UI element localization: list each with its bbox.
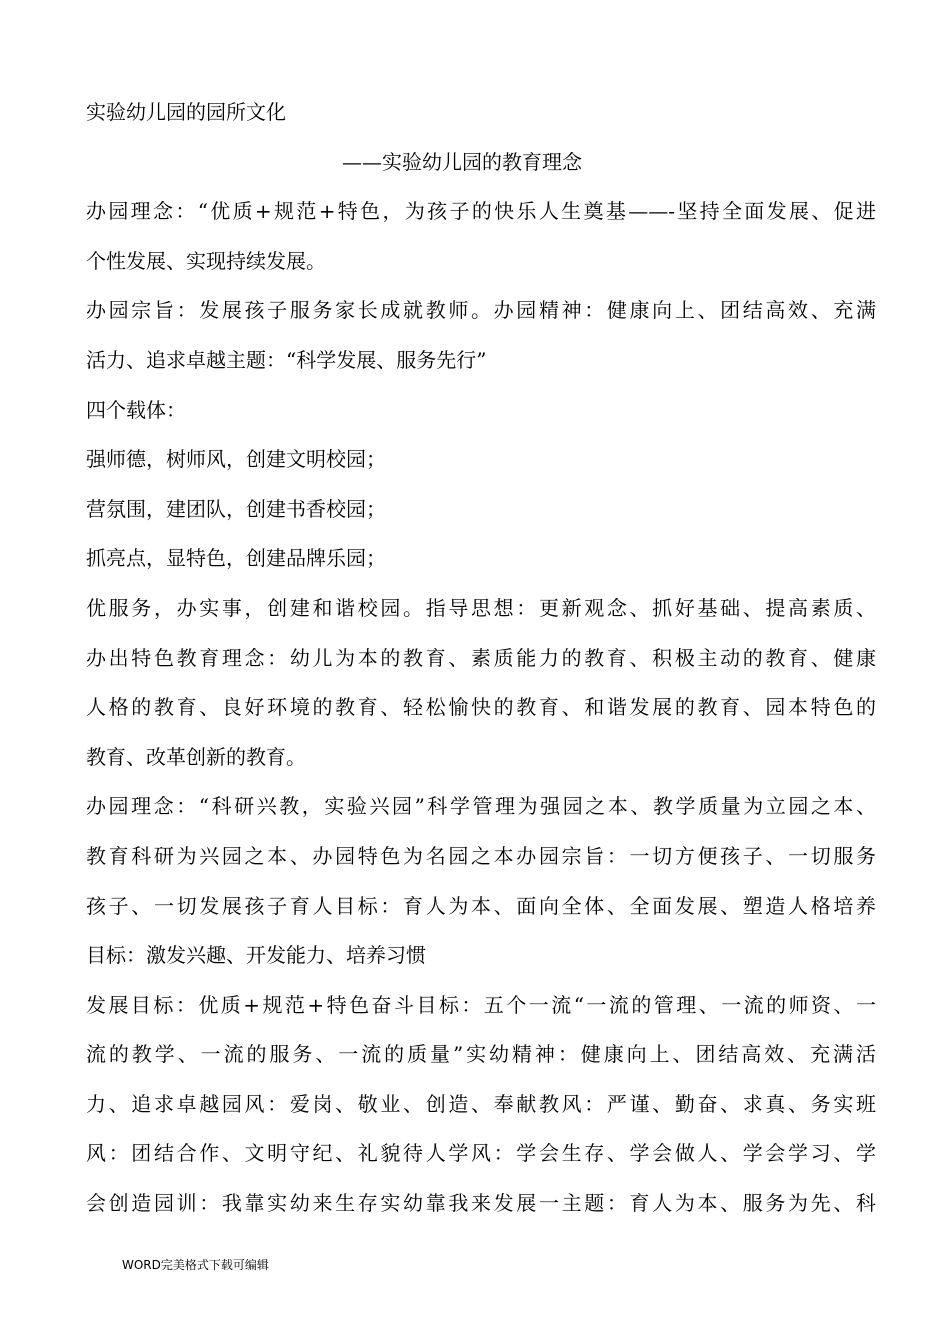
paragraph-line: 强师德，树师风，创建文明校园； (86, 447, 386, 472)
document-body (86, 88, 876, 1229)
paragraph-line: 优服务，办实事，创建和谐校园。指导思想：更新观念、抓好基础、提高素质、 (86, 595, 876, 620)
document-title: 实验幼儿园的园所文化 (86, 100, 286, 124)
paragraph-line: 力、追求卓越园风：爱岗、敬业、创造、奉献教风：严谨、勤奋、求真、务实班 (86, 1091, 876, 1116)
paragraph-line: 办园理念：“优质+规范+特色，为孩子的快乐人生奠基——-坚持全面发展、促进 (86, 199, 876, 224)
paragraph-line: 风：团结合作、文明守纪、礼貌待人学风：学会生存、学会做人、学会学习、学 (86, 1141, 876, 1166)
page-footer: WORD完美格式下载可编辑 (122, 1258, 269, 1272)
paragraph-line: 教育科研为兴园之本、办园特色为名园之本办园宗旨：一切方便孩子、一切服务 (86, 843, 876, 868)
paragraph-line: 抓亮点，显特色，创建品牌乐园； (86, 546, 386, 571)
document-subtitle: ——实验幼儿园的教育理念 (342, 149, 582, 174)
paragraph-line: 办出特色教育理念：幼儿为本的教育、素质能力的教育、积极主动的教育、健康 (86, 645, 876, 670)
paragraph-line: 办园宗旨：发展孩子服务家长成就教师。办园精神：健康向上、团结高效、充满 (86, 298, 876, 323)
paragraph-line: 四个载体： (86, 397, 186, 422)
paragraph-line: 发展目标：优质+规范+特色奋斗目标：五个一流“一流的管理、一流的师资、一 (86, 992, 876, 1017)
paragraph-line: 活力、追求卓越主题：“科学发展、服务先行” (86, 347, 487, 372)
paragraph-line: 人格的教育、良好环境的教育、轻松愉快的教育、和谐发展的教育、园本特色的 (86, 695, 876, 720)
paragraph-line: 流的教学、一流的服务、一流的质量”实幼精神：健康向上、团结高效、充满活 (86, 1042, 876, 1067)
paragraph-line: 孩子、一切发展孩子育人目标：育人为本、面向全体、全面发展、塑造人格培养 (86, 893, 876, 918)
paragraph-line: 营氛围，建团队，创建书香校园； (86, 496, 386, 521)
paragraph-line: 个性发展、实现持续发展。 (86, 248, 326, 273)
paragraph-line: 目标：激发兴趣、开发能力、培养习惯 (86, 943, 426, 968)
paragraph-line: 教育、改革创新的教育。 (86, 744, 306, 769)
paragraph-line: 办园理念：“科研兴教，实验兴园”科学管理为强园之本、教学质量为立园之本、 (86, 794, 876, 819)
paragraph-line: 会创造园训：我靠实幼来生存实幼靠我来发展一主题：育人为本、服务为先、科 (86, 1191, 876, 1216)
